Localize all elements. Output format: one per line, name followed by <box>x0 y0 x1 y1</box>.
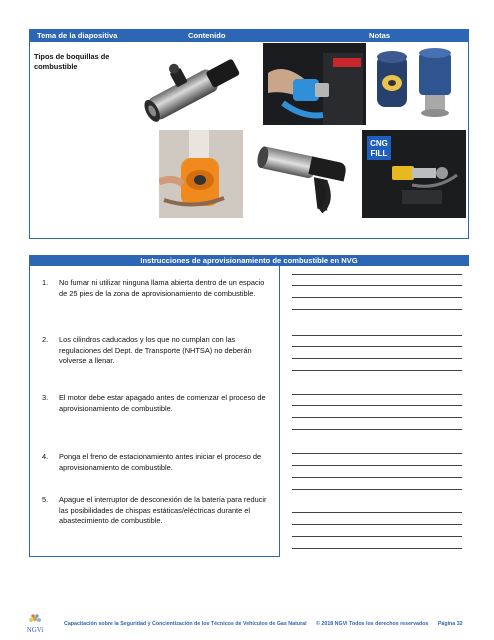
header-notas: Notas <box>369 31 391 40</box>
note-line <box>292 477 462 478</box>
note-line <box>292 346 462 347</box>
instruction-item <box>42 495 274 527</box>
instructions-title: Instrucciones de aprovisionamiento de combustible en NVG <box>29 255 469 266</box>
note-line <box>292 417 462 418</box>
orange-nozzle-photo <box>159 130 243 218</box>
note-line <box>292 405 462 406</box>
instruction-text: Ponga el freno de estacionamiento antes iniciar el proceso de aprovisionamiento de combustible. <box>59 452 262 472</box>
instruction-number: 1. <box>42 278 49 287</box>
pistol-nozzle-photo <box>249 130 357 218</box>
footer-course: Capacitación sobre la Seguridad y Concientización de los Técnicos de Vehículos de Gas Natural <box>64 621 307 627</box>
instruction-number: 4. <box>42 452 49 461</box>
note-line <box>292 536 462 537</box>
note-line <box>292 358 462 359</box>
table-header-row <box>30 30 468 42</box>
note-line <box>292 465 462 466</box>
cng-label-line1: CNG <box>370 139 388 148</box>
instruction-item <box>42 278 274 299</box>
note-line <box>292 297 462 298</box>
note-line <box>292 453 462 454</box>
note-line <box>292 394 462 395</box>
page-footer <box>64 621 471 627</box>
slide-topic-text: Tipos de boquillas de combustible <box>34 52 110 71</box>
note-line <box>292 370 462 371</box>
note-line <box>292 512 462 513</box>
note-line <box>292 285 462 286</box>
nozzle-in-use-photo <box>263 43 366 125</box>
note-line <box>292 489 462 490</box>
footer-page-number: Página 32 <box>437 621 463 627</box>
instruction-item <box>42 335 274 367</box>
instructions-box <box>29 266 280 557</box>
cng-label-line2: FILL <box>370 149 388 158</box>
footer-copyright: © 2018 NGVi Todos los derechos reservados <box>316 621 429 627</box>
instruction-number: 3. <box>42 393 49 402</box>
header-tema: Tema de la diapositiva <box>37 31 118 40</box>
note-line <box>292 524 462 525</box>
instruction-text: Apague el interruptor de desconexión de la batería para reducir las posibilidades de chispas estáticas/eléctricas durante el abastecimiento de combustible. <box>59 495 267 526</box>
instruction-number: 5. <box>42 495 49 504</box>
note-line <box>292 274 462 275</box>
instruction-text: Los cilindros caducados y los que no cumplan con las regulaciones del Dept. de Transporte (NHTSA) no deberán volverse a llenar. <box>59 335 252 366</box>
instruction-number: 2. <box>42 335 49 344</box>
instruction-text: No fumar ni utilizar ninguna llama abierta dentro de un espacio de 25 pies de la zona de aprovisionamiento de combustible. <box>59 278 265 298</box>
ngvi-logo <box>22 611 48 637</box>
instruction-item <box>42 393 274 414</box>
note-line <box>292 429 462 430</box>
logo-text: NGVi <box>26 626 44 634</box>
instruction-item <box>42 452 274 473</box>
blue-receptacle-photo <box>369 43 466 125</box>
note-line <box>292 548 462 549</box>
fuel-nozzle-silver-photo <box>131 43 258 125</box>
header-contenido: Contenido <box>188 31 226 40</box>
cng-fill-receptacle-photo <box>362 130 466 218</box>
instruction-text: El motor debe estar apagado antes de comenzar el proceso de aprovisionamiento de combustible. <box>59 393 266 413</box>
note-line <box>292 335 462 336</box>
note-line <box>292 309 462 310</box>
